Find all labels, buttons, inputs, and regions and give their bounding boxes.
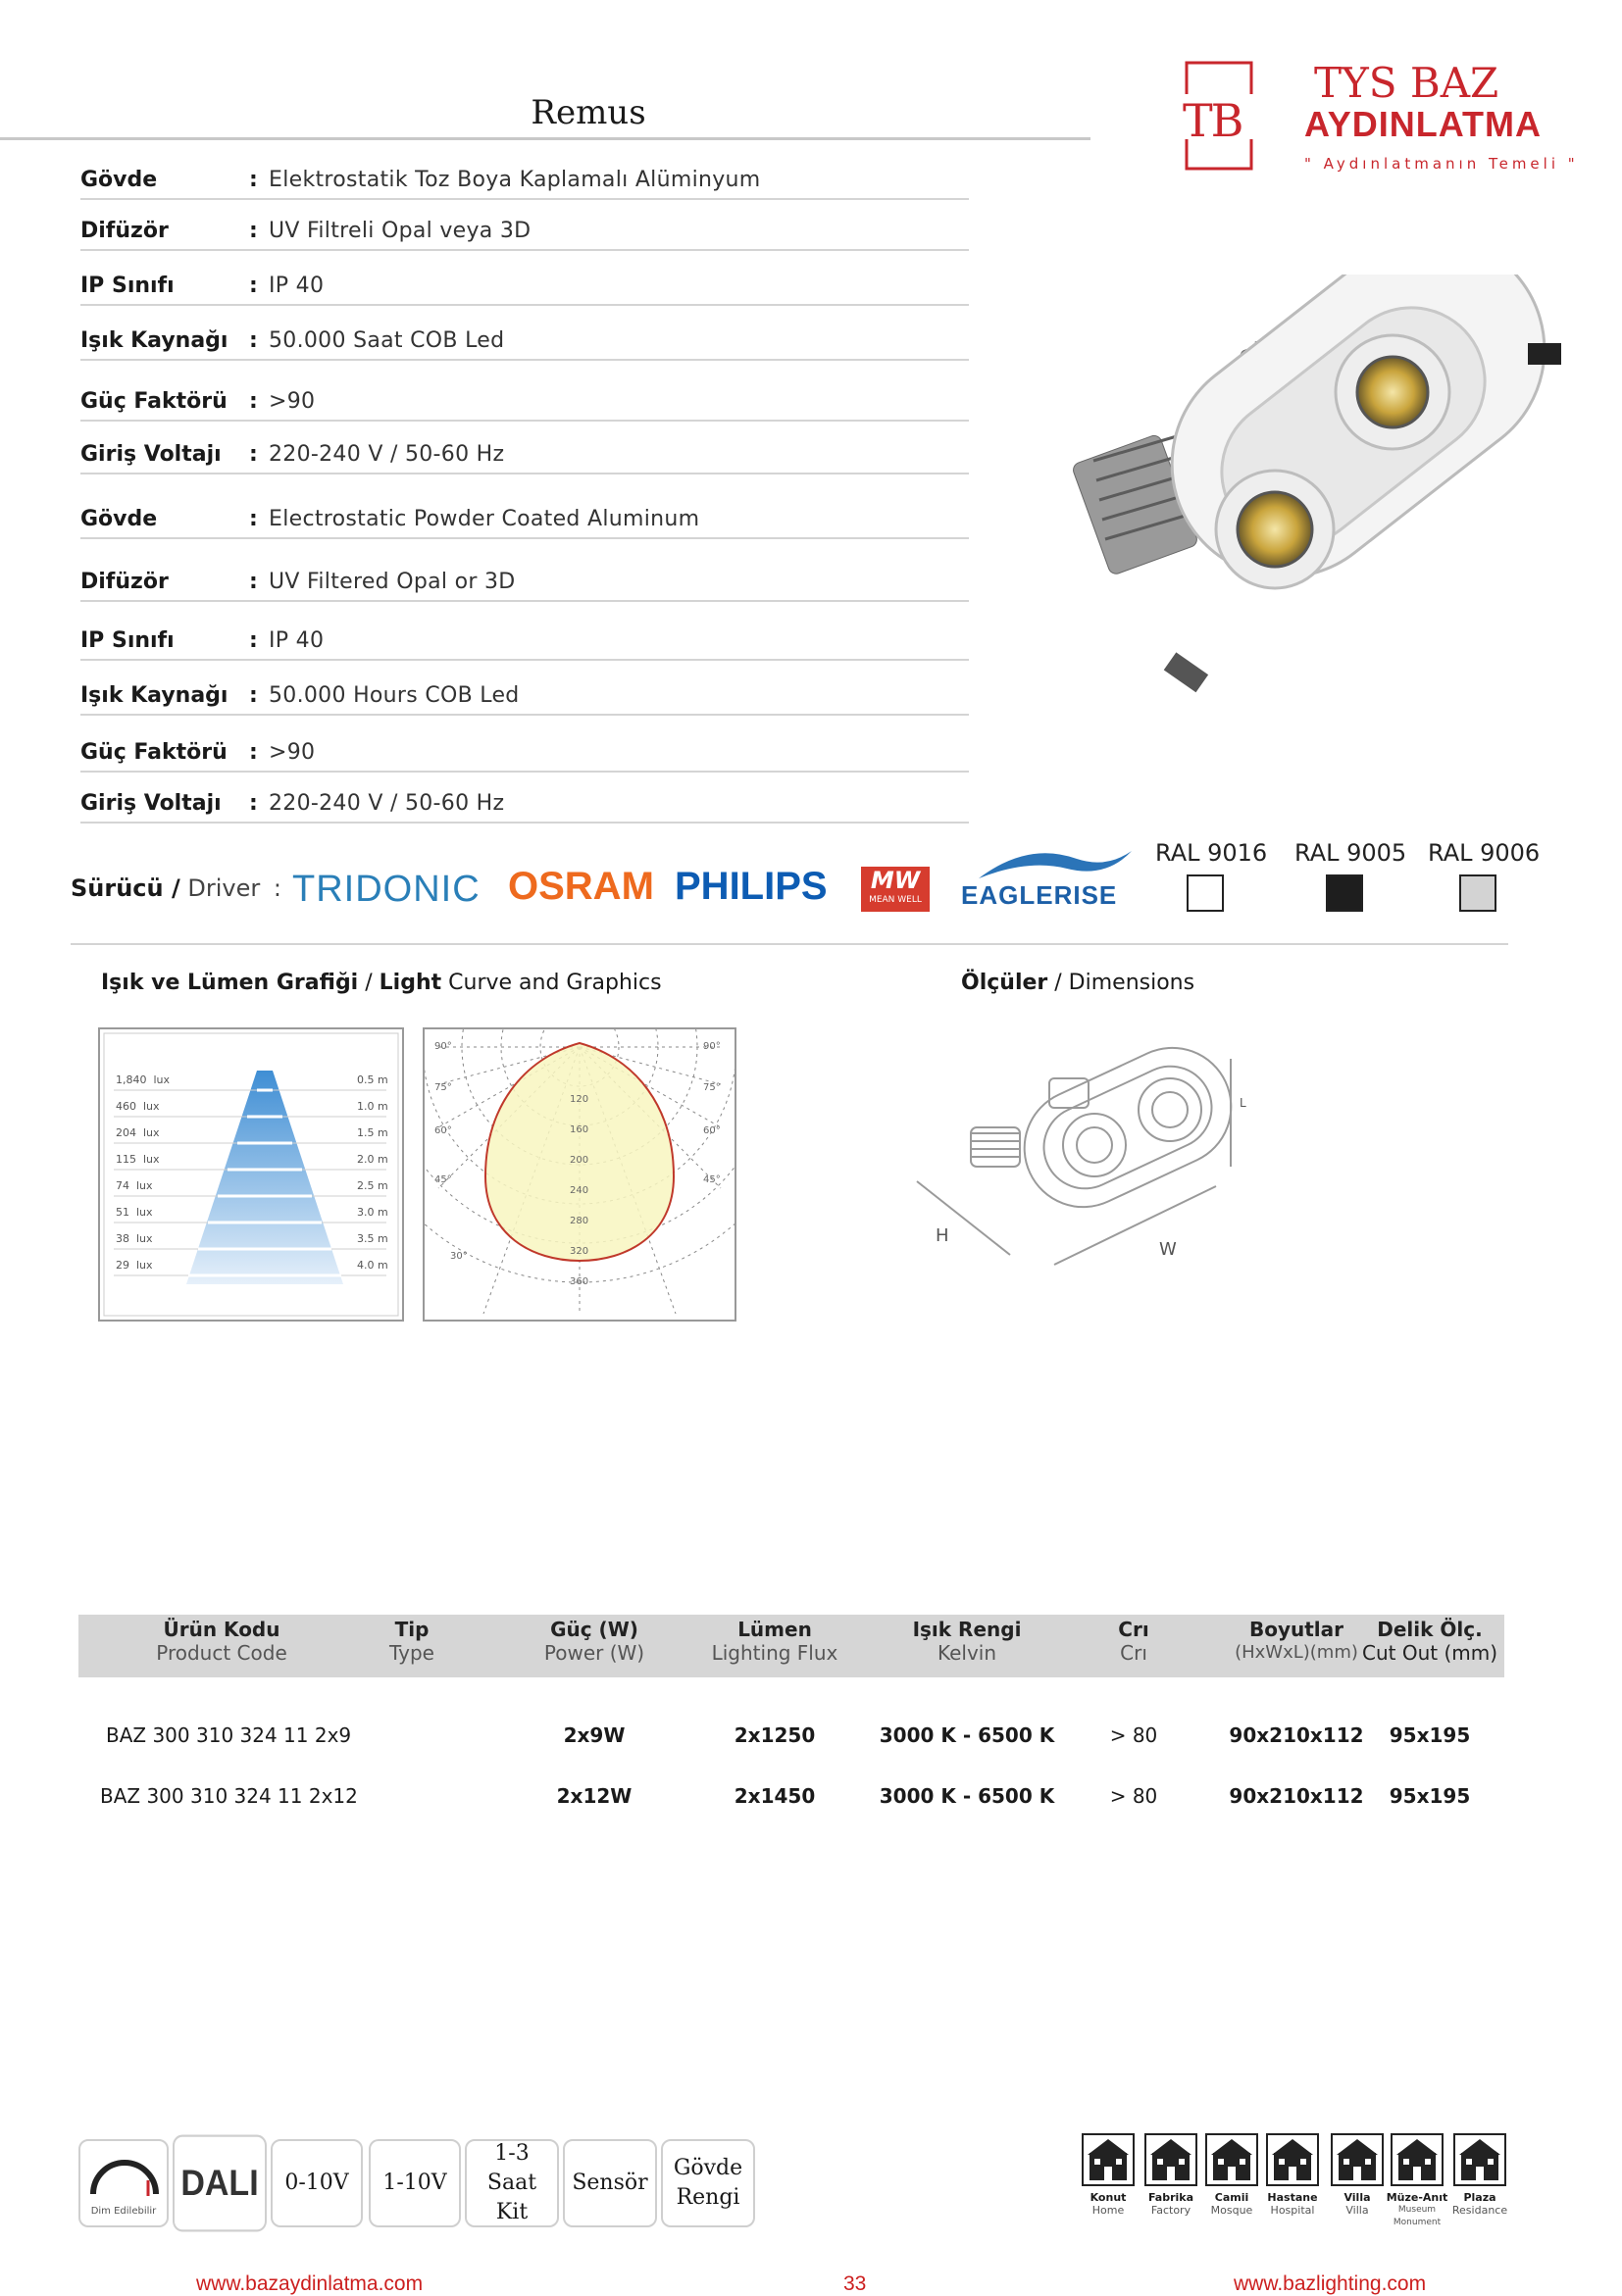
spec-label: Giriş Voltajı: [80, 442, 222, 467]
spec-value: UV Filtered Opal or 3D: [269, 570, 516, 594]
table-header-cell: [516, 1618, 673, 1665]
dim-label-l: L: [1240, 1096, 1246, 1110]
table-cell-cutout: 95x195: [1389, 1784, 1471, 1808]
lux-value: 51 lux: [116, 1206, 153, 1219]
spec-colon: :: [249, 683, 258, 708]
polar-angle-right: 45°: [703, 1174, 721, 1185]
spec-value: 220-240 V / 50-60 Hz: [269, 442, 505, 467]
building-label-en: Residance: [1451, 2204, 1508, 2217]
header-tr: Güç (W): [550, 1618, 638, 1641]
header-en: Lighting Flux: [711, 1641, 838, 1665]
lux-distance: 2.5 m: [357, 1179, 388, 1192]
spec-value: >90: [269, 389, 316, 414]
spec-value: IP 40: [269, 628, 325, 653]
dimension-drawing: [902, 1039, 1275, 1274]
table-cell-dims: 90x210x112: [1229, 1784, 1364, 1808]
spec-colon: :: [249, 219, 258, 243]
lux-distance: 4.0 m: [357, 1259, 388, 1272]
header-en: Crı: [1120, 1641, 1147, 1665]
dim-title-en: Dimensions: [1068, 971, 1195, 995]
building-label: [1137, 2191, 1205, 2217]
building-3-icon: [1205, 2133, 1258, 2186]
0-10v-box: 0-10V: [271, 2139, 363, 2227]
light-title-sep: /: [358, 971, 380, 995]
building-label: [1323, 2191, 1392, 2217]
lux-value: 74 lux: [116, 1179, 153, 1192]
spec-value: Electrostatic Powder Coated Aluminum: [269, 507, 700, 531]
spec-colon: :: [249, 791, 258, 816]
table-header-cell: [869, 1618, 1065, 1665]
header-tr: Ürün Kodu: [163, 1618, 280, 1641]
building-label-en: Museum Monument: [1393, 2205, 1442, 2227]
building-label-tr: Fabrika: [1147, 2191, 1194, 2204]
spec-colon: :: [249, 740, 258, 765]
ral-swatch: [1187, 874, 1224, 912]
spec-row: [80, 663, 969, 716]
building-label: [1383, 2191, 1451, 2229]
sensor-box: Sensör: [563, 2139, 657, 2227]
eaglerise-text: EAGLERISE: [961, 880, 1118, 910]
driver-label-tr: Sürücü /: [71, 874, 180, 902]
dim-title-sep: /: [1047, 971, 1069, 995]
ral-label: RAL 9005: [1294, 839, 1407, 867]
building-label-en: Factory: [1150, 2204, 1191, 2217]
lux-chart-panel: [98, 1027, 404, 1322]
spec-label: Gövde: [80, 168, 158, 192]
spec-label: IP Sınıfı: [80, 274, 175, 298]
building-label-tr: Konut: [1090, 2191, 1127, 2204]
header-en: Product Code: [156, 1641, 287, 1665]
table-cell-cri: > 80: [1109, 1723, 1158, 1747]
spec-row: [80, 253, 969, 306]
table-header-cell: [353, 1618, 471, 1665]
brand-philips: PHILIPS: [675, 865, 828, 908]
header-en: Power (W): [543, 1641, 645, 1665]
brand-name: TYS BAZ: [1314, 59, 1499, 107]
light-curve-title: [101, 971, 662, 995]
spec-label: IP Sınıfı: [80, 628, 175, 653]
table-cell-lumen: 2x1250: [734, 1723, 816, 1747]
spec-value: 50.000 Hours COB Led: [269, 683, 520, 708]
header-tr: Işık Rengi: [912, 1618, 1022, 1641]
header-en: Type: [389, 1641, 434, 1665]
spec-colon: :: [249, 328, 258, 353]
polar-angle-left: 75°: [434, 1082, 452, 1093]
header-tr: Delik Ölç.: [1377, 1618, 1483, 1641]
spec-colon: :: [249, 274, 258, 298]
header-tr: Lümen: [737, 1618, 812, 1641]
spec-label: Difüzör: [80, 570, 169, 594]
building-1-icon: [1082, 2133, 1135, 2186]
building-label-en: Home: [1091, 2204, 1125, 2217]
brand-osram: OSRAM: [508, 865, 654, 908]
spec-row: [80, 147, 969, 200]
header-tr: Crı: [1118, 1618, 1149, 1641]
polar-radial-label: 120: [570, 1094, 589, 1105]
spec-row: [80, 369, 969, 422]
building-5-icon: [1331, 2133, 1384, 2186]
dim-label-w: W: [1159, 1239, 1177, 1260]
polar-radial-label: 160: [570, 1124, 589, 1135]
brand-meanwell: [861, 867, 930, 912]
table-cell-dims: 90x210x112: [1229, 1723, 1364, 1747]
polar-angle-right: 90°: [703, 1041, 721, 1052]
brand-slogan: " Aydınlatmanın Temeli ": [1304, 155, 1579, 173]
spec-value: UV Filtreli Opal veya 3D: [269, 219, 532, 243]
brand-tridonic: TRIDONIC: [292, 869, 481, 910]
eagle-icon: [959, 845, 1141, 884]
header-tr: Boyutlar: [1248, 1618, 1344, 1641]
ral-swatch: [1326, 874, 1363, 912]
building-4-icon: [1266, 2133, 1319, 2186]
building-label: [1074, 2191, 1142, 2217]
driver-colon: :: [273, 874, 281, 902]
spec-label: Gövde: [80, 507, 158, 531]
lux-distance: 2.0 m: [357, 1153, 388, 1166]
lux-value: 29 lux: [116, 1259, 153, 1272]
polar-angle-right: 60°: [703, 1125, 721, 1136]
spec-value: 220-240 V / 50-60 Hz: [269, 791, 505, 816]
driver-label: [71, 874, 281, 902]
kit-box: 1-3 Saat Kit: [465, 2139, 559, 2227]
polar-angle-right: 75°: [703, 1082, 721, 1093]
polar-radial-label: 240: [570, 1185, 589, 1196]
light-title-en-rest: Curve and Graphics: [441, 971, 662, 995]
spec-label: Güç Faktörü: [80, 389, 228, 414]
building-label-en: Villa: [1345, 2204, 1369, 2217]
spec-label: Işık Kaynağı: [80, 328, 228, 353]
table-cell-cri: > 80: [1109, 1784, 1158, 1808]
dimmer-icon: [85, 2151, 164, 2200]
spec-colon: :: [249, 628, 258, 653]
meanwell-mark: MW: [870, 867, 921, 894]
polar-radial-label: 280: [570, 1216, 589, 1226]
polar-angle-left: 60°: [434, 1125, 452, 1136]
table-cell-kelvin: 3000 K - 6500 K: [879, 1723, 1055, 1747]
spec-label: Difüzör: [80, 219, 169, 243]
body-color-box: Gövde Rengi: [661, 2139, 755, 2227]
spec-row: [80, 549, 969, 602]
spec-row: [80, 198, 969, 251]
driver-divider: [71, 943, 1508, 945]
polar-angle-left: 45°: [434, 1174, 452, 1185]
spec-colon: :: [249, 507, 258, 531]
header-en: Cut Out (mm): [1361, 1641, 1498, 1665]
lux-value: 460 lux: [116, 1100, 160, 1113]
table-cell-power: 2x9W: [563, 1723, 626, 1747]
lux-value: 1,840 lux: [116, 1073, 171, 1086]
table-cell-power: 2x12W: [556, 1784, 633, 1808]
table-header-cell: [94, 1618, 349, 1665]
spec-label: Güç Faktörü: [80, 740, 228, 765]
polar-chart-panel: [423, 1027, 736, 1322]
brand-sub: AYDINLATMA: [1304, 104, 1542, 144]
footer-right-url[interactable]: www.bazlighting.com: [1234, 2272, 1427, 2295]
table-cell-code: BAZ 300 310 324 11 2x9: [106, 1723, 352, 1747]
table-cell-lumen: 2x1450: [734, 1784, 816, 1808]
polar-angle-left: 30°: [450, 1251, 468, 1262]
spec-row: [80, 608, 969, 661]
spec-row: [80, 308, 969, 361]
lux-distance: 3.5 m: [357, 1232, 388, 1245]
1-10v-box: 1-10V: [369, 2139, 461, 2227]
spec-value: IP 40: [269, 274, 325, 298]
building-2-icon: [1144, 2133, 1197, 2186]
spec-row: [80, 486, 969, 539]
spec-colon: :: [249, 570, 258, 594]
table-cell-code: BAZ 300 310 324 11 2x12: [100, 1784, 358, 1808]
table-cell-kelvin: 3000 K - 6500 K: [879, 1784, 1055, 1808]
lux-value: 115 lux: [116, 1153, 160, 1166]
dim-title-tr: Ölçüler: [961, 971, 1048, 995]
header-tr: Tip: [394, 1618, 430, 1641]
title-divider: [0, 137, 1090, 140]
ral-label: RAL 9016: [1155, 839, 1268, 867]
building-6-icon: [1391, 2133, 1444, 2186]
polar-radial-label: 320: [570, 1246, 589, 1257]
ral-label: RAL 9006: [1428, 839, 1541, 867]
product-image: [1059, 275, 1589, 755]
footer-left-url[interactable]: www.bazaydinlatma.com: [196, 2272, 424, 2295]
table-header-cell: [1356, 1618, 1503, 1665]
spec-value: Elektrostatik Toz Boya Kaplamalı Alüminyum: [269, 168, 761, 192]
building-label: [1445, 2191, 1514, 2217]
building-label-en: Mosque: [1210, 2204, 1253, 2217]
driver-label-en: Driver: [187, 874, 261, 902]
ral-swatch: [1459, 874, 1496, 912]
spec-label: Işık Kaynağı: [80, 683, 228, 708]
table-cell-cutout: 95x195: [1389, 1723, 1471, 1747]
page-title: Remus: [531, 93, 646, 132]
spec-colon: :: [249, 168, 258, 192]
dim-label-h: H: [936, 1225, 949, 1246]
light-title-en-bold: Light: [379, 971, 442, 995]
building-label-tr: Plaza: [1463, 2191, 1496, 2204]
header-en: Kelvin: [937, 1641, 997, 1665]
lux-distance: 3.0 m: [357, 1206, 388, 1219]
spec-value: >90: [269, 740, 316, 765]
dimensions-title: [961, 971, 1194, 995]
building-label-en: Hospital: [1270, 2204, 1315, 2217]
polar-radial-label: 360: [570, 1276, 589, 1287]
table-header-cell: [1094, 1618, 1173, 1665]
building-7-icon: [1453, 2133, 1506, 2186]
building-label: [1258, 2191, 1327, 2217]
dim-box: [78, 2139, 169, 2227]
lux-value: 204 lux: [116, 1126, 160, 1139]
lux-distance: 1.5 m: [357, 1126, 388, 1139]
spec-row: [80, 422, 969, 474]
building-label-tr: Camii: [1214, 2191, 1249, 2204]
table-header-cell: [1213, 1618, 1380, 1665]
spec-colon: :: [249, 389, 258, 414]
spec-colon: :: [249, 442, 258, 467]
spec-label: Giriş Voltajı: [80, 791, 222, 816]
spec-row: [80, 720, 969, 773]
dali-box: DALI: [173, 2135, 267, 2232]
polar-angle-left: 90°: [434, 1041, 452, 1052]
header-en: (HxWxL)(mm): [1235, 1642, 1358, 1663]
lux-distance: 1.0 m: [357, 1100, 388, 1113]
building-label-tr: Hastane: [1267, 2191, 1318, 2204]
dim-label: Dim Edilebilir: [90, 2206, 157, 2217]
brand-logo: [1177, 59, 1598, 186]
logo-mark: TB: [1183, 94, 1242, 147]
light-title-tr: Işık ve Lümen Grafiği: [101, 971, 359, 995]
page-number: 33: [843, 2272, 867, 2295]
building-label-tr: Villa: [1343, 2191, 1371, 2204]
building-label-tr: Müze-Anıt: [1386, 2191, 1448, 2204]
lux-distance: 0.5 m: [357, 1073, 388, 1086]
meanwell-sub: MEAN WELL: [869, 895, 922, 905]
table-header-cell: [696, 1618, 853, 1665]
lux-value: 38 lux: [116, 1232, 153, 1245]
building-label: [1197, 2191, 1266, 2217]
spec-row: [80, 771, 969, 824]
polar-radial-label: 200: [570, 1155, 589, 1166]
spec-value: 50.000 Saat COB Led: [269, 328, 505, 353]
brand-eaglerise: [959, 845, 1141, 916]
